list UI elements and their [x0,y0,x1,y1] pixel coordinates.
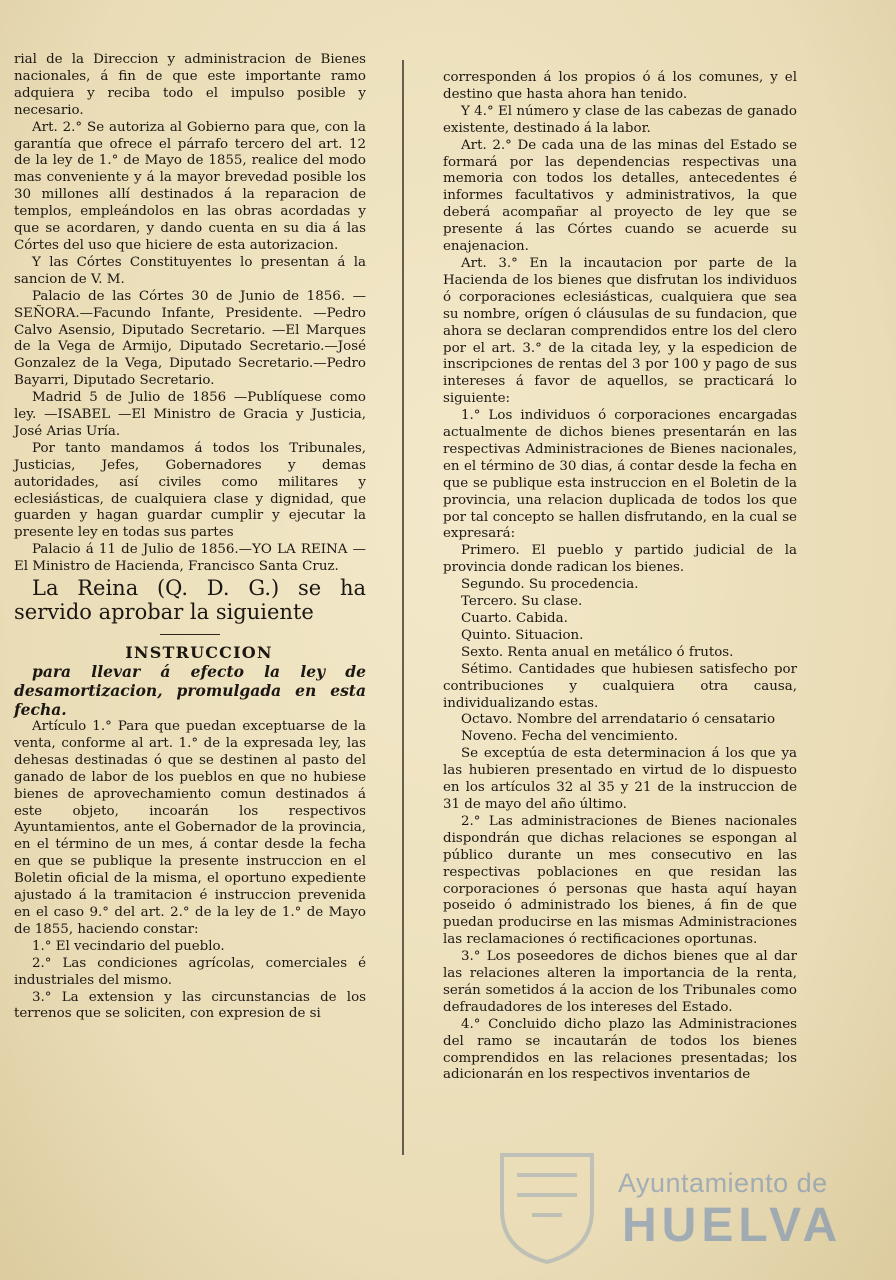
list-item: Segundo. Su procedencia. [461,577,639,593]
paragraph: rial de la Direccion y administracion de Bienes nacionales, á fin de que este importante ramo adquiera y reciba todo el impulso posible y necesario. [14,52,366,118]
paragraph: 1.° Los individuos ó corporaciones encargadas actualmente de dichos bienes presentarán en las respectivas Administraciones de Bienes nacionales, en el término de 30 dias, á contar desde la fecha en que se publique esta instruccion en el Boletin de la provincia, una relacion duplicada de todos los que por tal concepto se hallen disfrutando, en la cual se expresará: [443,408,797,542]
watermark-line1: Ayuntamiento de [618,1168,828,1198]
list-item: Octavo. Nombre del arrendatario ó censatario [461,712,775,728]
right-column [443,70,797,1084]
list-item: Sexto. Renta anual en metálico ó frutos. [461,644,734,660]
instruction-subtitle: para llevar á efecto la ley de desamortizacion, promulgada en esta fecha. [14,662,366,719]
paragraph: Por tanto mandamos á todos los Tribunales, Justicias, Jefes, Gobernadores y demas autoridades, así civiles como militares y eclesiásticas, de cualquiera clase y dignidad, que guarden y hagan guardar cumplir y ejecutar la presente ley en todas sus partes [14,440,366,541]
left-column [14,52,366,1023]
list-item: 2.° Las condiciones agrícolas, comerciales é industriales del mismo. [14,955,366,988]
paragraph: Se exceptúa de esta determinacion á los que ya las hubieren presentado en virtud de lo dispuesto en los artículos 32 al 35 y 21 de la instruccion de 31 de mayo del año último. [443,746,797,812]
paragraph: Palacio de las Córtes 30 de Junio de 1856. —SEÑORA.—Facundo Infante, Presidente. —Pedro Calvo Asensio, Diputado Secretario. —El Marques de la Vega de Armijo, Diputado Secretario.—José Gonzalez de la Vega, Diputado Secretario.—Pedro Bayarri, Diputado Secretario. [14,288,366,389]
paragraph: corresponden á los propios ó á los comunes, y el destino que hasta ahora han tenido. [443,70,797,102]
paragraph: Y 4.° El número y clase de las cabezas de ganado existente, destinado á la labor. [443,103,797,136]
paragraph: 3.° Los poseedores de dichos bienes que al dar las relaciones alteren la importancia de la renta, serán sometidos á la accion de los Tribunales como defraudadores de los intereses del Estado. [443,949,797,1015]
watermark-line2: HUELVA [622,1199,843,1252]
paragraph: Art. 2.° Se autoriza al Gobierno para que, con la garantía que ofrece el párrafo tercero del art. 12 de la ley de 1.° de Mayo de 1855, realice del modo mas conveniente y á la mayor brevedad posible los 30 millones allí destinados á la reparacion de templos, empleándolos en las obras acordadas y que se acordaren, y dando cuenta en su dia á las Córtes del uso que hiciere de esta autorizacion. [14,119,366,253]
paragraph: Madrid 5 de Julio de 1856 —Publíquese como ley. —ISABEL —El Ministro de Gracia y Justicia, José Arias Uría. [14,390,366,439]
instruction-title: INSTRUCCION [125,643,273,663]
list-item: Tercero. Su clase. [461,594,583,610]
paragraph: Art. 3.° En la incautacion por parte de la Hacienda de los bienes que disfrutan los individuos ó corporaciones eclesiásticas, cualquiera que sea su nombre, orígen ó cláusulas de su fundacion, que ahora se declaran comprendidos entre los del clero por el art. 3.° de la citada ley, y la espedicion de inscripciones de rentas del 3 por 100 y pago de sus intereses á favor de aquellos, se practicará lo siguiente: [443,255,797,407]
paragraph: Artículo 1.° Para que puedan exceptuarse de la venta, conforme al art. 1.° de la expresada ley, las dehesas destinadas ó que se destinen al pasto del ganado de labor de los pueblos en que no hubiese bienes de aprovechamiento comun destinados á este objeto, incoarán los respectivos Ayuntamientos, ante el Gobernador de la provincia, en el término de un mes, á contar desde la fecha en que se publique la presente instruccion en el Boletin oficial de la misma, el oportuno expediente ajustado á la tramitacion é instruccion prevenida en el caso 9.° del art. 2.° de la ley de 1.° de Mayo de 1855, haciendo constar: [14,719,366,937]
paragraph: 2.° Las administraciones de Bienes nacionales dispondrán que dichas relaciones se espongan al público durante un mes consecutivo en las respectivas poblaciones en que residan las corporaciones ó personas que hasta aquí hayan poseido ó administrado los bienes, á fin de que puedan producirse en las mismas Administraciones las reclamaciones ó rectificaciones oportunas. [443,813,797,948]
list-item: Sétimo. Cantidades que hubiesen satisfecho por contribuciones y cualquiera otra causa, individualizando estas. [443,661,797,711]
list-item: Noveno. Fecha del vencimiento. [461,729,679,745]
section-heading: La Reina (Q. D. G.) se ha servido aprobar la siguiente [14,576,366,625]
list-item: 1.° El vecindario del pueblo. [32,938,225,954]
paragraph: Y las Córtes Constituyentes lo presentan á la sancion de V. M. [14,254,366,287]
list-item: 3.° La extension y las circunstancias de los terrenos que se soliciten, con expresion de si [14,989,366,1022]
list-item: Primero. El pueblo y partido judicial de la provincia donde radican los bienes. [443,543,797,576]
list-item: Cuarto. Cabida. [461,611,568,626]
list-item: Quinto. Situacion. [461,627,584,643]
divider [160,634,220,635]
paragraph: 4.° Concluido dicho plazo las Administraciones del ramo se incautarán de todos los bienes comprendidos en las relaciones presentadas; los adicionarán en los respectivos inventarios de [443,1016,797,1083]
column-divider [402,60,404,1155]
paragraph: Palacio á 11 de Julio de 1856.—YO LA REINA —El Ministro de Hacienda, Francisco Santa Cruz. [14,542,366,575]
paragraph: Art. 2.° De cada una de las minas del Estado se formará por las dependencias respectivas una memoria con todos los detalles, antecedentes é informes facultativos y administrativos, la que deberá acompañar al proyecto de ley que se presente á las Córtes cuando se acuerde su enajenacion. [443,137,797,255]
